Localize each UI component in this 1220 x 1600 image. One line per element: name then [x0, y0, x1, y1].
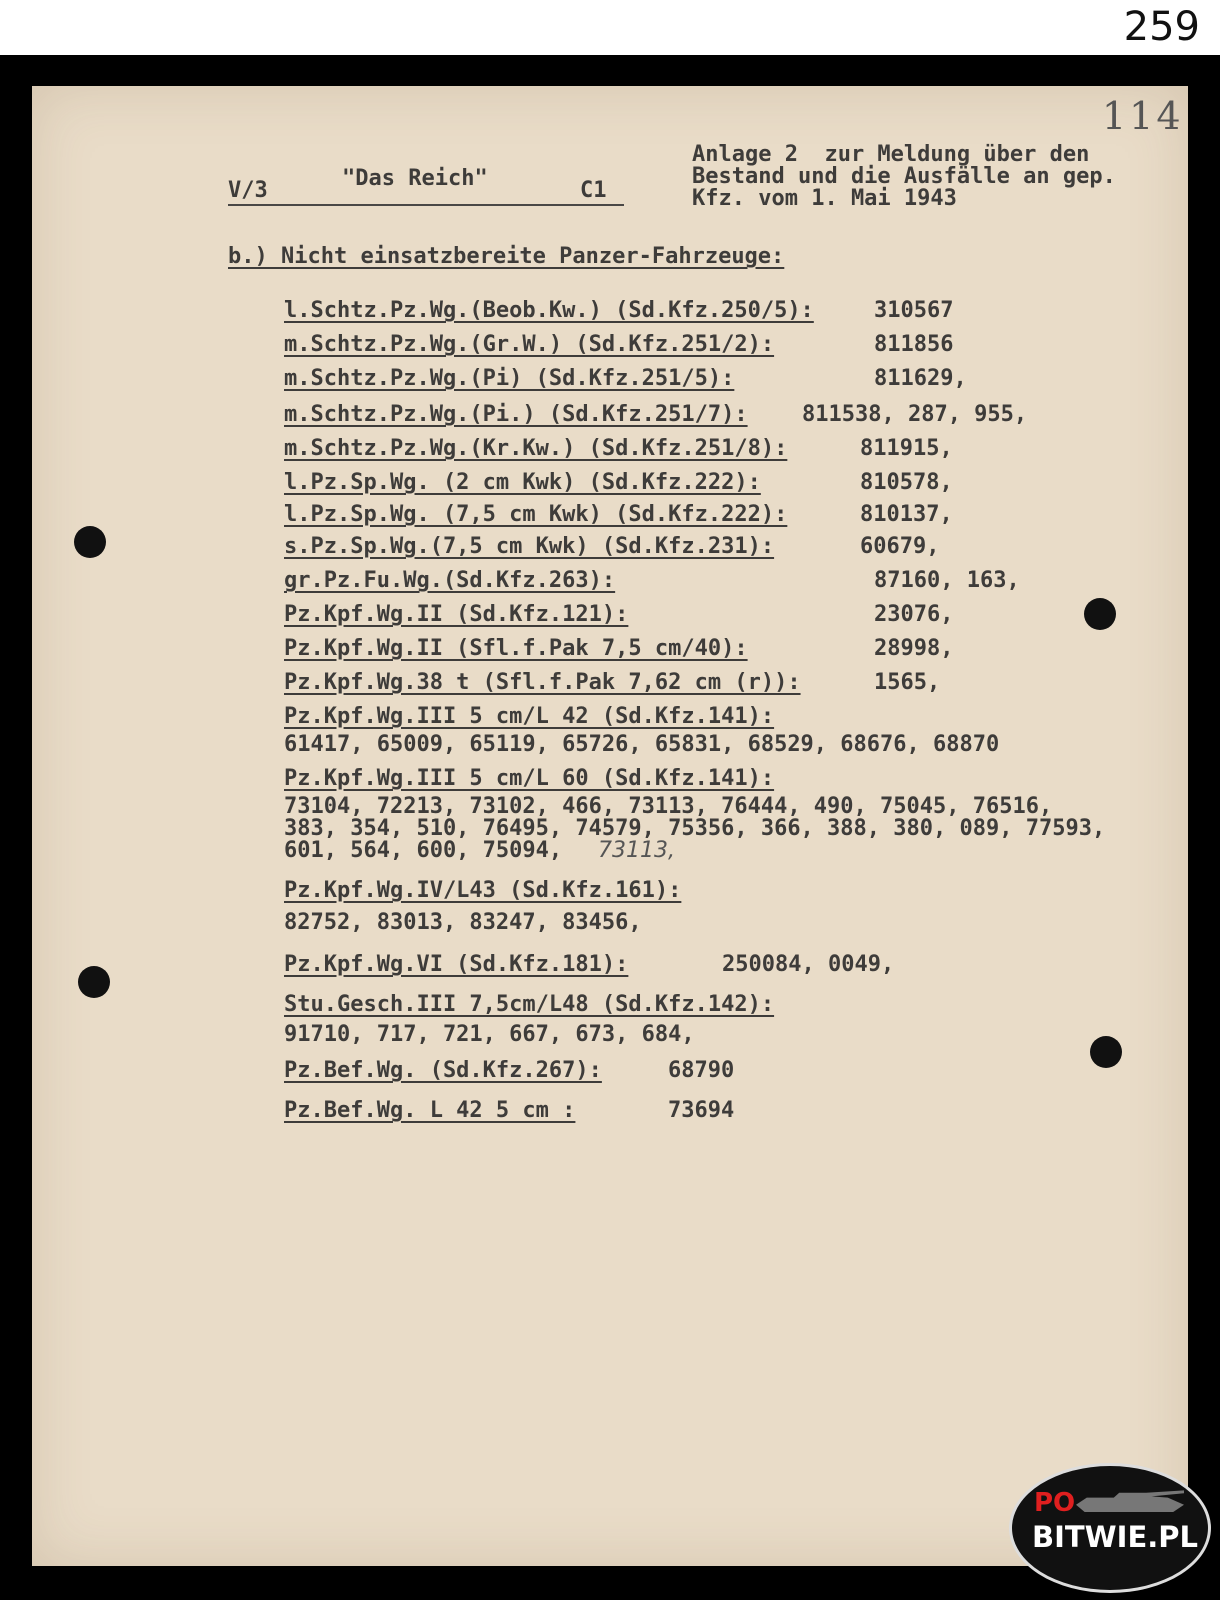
vehicle-name: l.Pz.Sp.Wg. (2 cm Kwk) (Sd.Kfz.222):	[284, 470, 761, 495]
header-annex-line-1: Anlage 2 zur Meldung über den	[692, 142, 1090, 167]
vehicle-numbers: 91710, 717, 721, 667, 673, 684,	[284, 1022, 695, 1047]
handwritten-annotation: 73113,	[598, 838, 675, 863]
vehicle-name: Pz.Kpf.Wg.VI (Sd.Kfz.181):	[284, 952, 629, 977]
section-heading: b.) Nicht einsatzbereite Panzer-Fahrzeuge:	[228, 244, 785, 269]
vehicle-name: Pz.Kpf.Wg.II (Sfl.f.Pak 7,5 cm/40):	[284, 636, 748, 661]
vehicle-name: Pz.Kpf.Wg.38 t (Sfl.f.Pak 7,62 cm (r)):	[284, 670, 801, 695]
logo-text-bitwie: BITWIE.PL	[1032, 1520, 1199, 1554]
vehicle-name: l.Schtz.Pz.Wg.(Beob.Kw.) (Sd.Kfz.250/5):	[284, 298, 814, 323]
vehicle-numbers: 310567	[874, 298, 954, 323]
vehicle-numbers: 811915,	[860, 436, 953, 461]
vehicle-name: l.Pz.Sp.Wg. (7,5 cm Kwk) (Sd.Kfz.222):	[284, 502, 788, 527]
vehicle-name: m.Schtz.Pz.Wg.(Pi) (Sd.Kfz.251/5):	[284, 366, 735, 391]
logo-text-po: PO	[1034, 1488, 1076, 1518]
vehicle-numbers: 811538, 287, 955,	[802, 402, 1028, 427]
header-left-code: V/3	[228, 178, 268, 203]
vehicle-numbers: 61417, 65009, 65119, 65726, 65831, 68529, 68676, 68870	[284, 732, 1000, 757]
vehicle-numbers: 811629,	[874, 366, 967, 391]
vehicle-name: gr.Pz.Fu.Wg.(Sd.Kfz.263):	[284, 568, 616, 593]
vehicle-numbers: 73694	[668, 1098, 735, 1123]
vehicle-name: Pz.Kpf.Wg.II (Sd.Kfz.121):	[284, 602, 629, 627]
vehicle-name: Pz.Kpf.Wg.III 5 cm/L 60 (Sd.Kfz.141):	[284, 766, 775, 791]
header-underline	[228, 204, 624, 206]
vehicle-numbers: 23076,	[874, 602, 954, 627]
vehicle-numbers: 60679,	[860, 534, 940, 559]
vehicle-name: Pz.Bef.Wg. (Sd.Kfz.267):	[284, 1058, 602, 1083]
vehicle-numbers: 73104, 72213, 73102, 466, 73113, 76444, 490, 75045, 76516,	[284, 794, 1053, 819]
vehicle-name: m.Schtz.Pz.Wg.(Pi.) (Sd.Kfz.251/7):	[284, 402, 748, 427]
vehicle-numbers: 28998,	[874, 636, 954, 661]
vehicle-numbers: 82752, 83013, 83247, 83456,	[284, 910, 642, 935]
vehicle-numbers: 383, 354, 510, 76495, 74579, 75356, 366, 388, 380, 089, 77593,	[284, 816, 1106, 841]
vehicle-numbers: 1565,	[874, 670, 941, 695]
vehicle-name: Pz.Kpf.Wg.IV/L43 (Sd.Kfz.161):	[284, 878, 682, 903]
vehicle-numbers: 68790	[668, 1058, 735, 1083]
document-page	[32, 86, 1188, 1566]
vehicle-numbers: 601, 564, 600, 75094,	[284, 838, 563, 863]
punch-hole	[78, 966, 110, 998]
punch-hole	[1084, 598, 1116, 630]
vehicle-numbers: 811856	[874, 332, 954, 357]
header-annex-line-2: Bestand und die Ausfälle an gep.	[692, 164, 1116, 189]
watermark-logo	[1009, 1463, 1211, 1593]
scan-page-number: 259	[1123, 4, 1200, 50]
punch-hole	[74, 526, 106, 558]
header-annex-line-3: Kfz. vom 1. Mai 1943	[692, 186, 957, 211]
vehicle-numbers: 250084, 0049,	[722, 952, 895, 977]
vehicle-numbers: 810578,	[860, 470, 953, 495]
vehicle-name: s.Pz.Sp.Wg.(7,5 cm Kwk) (Sd.Kfz.231):	[284, 534, 775, 559]
vehicle-numbers: 87160, 163,	[874, 568, 1020, 593]
vehicle-name: m.Schtz.Pz.Wg.(Kr.Kw.) (Sd.Kfz.251/8):	[284, 436, 788, 461]
vehicle-numbers: 810137,	[860, 502, 953, 527]
vehicle-name: Stu.Gesch.III 7,5cm/L48 (Sd.Kfz.142):	[284, 992, 775, 1017]
vehicle-name: Pz.Kpf.Wg.III 5 cm/L 42 (Sd.Kfz.141):	[284, 704, 775, 729]
vehicle-name: Pz.Bef.Wg. L 42 5 cm :	[284, 1098, 576, 1123]
vehicle-name: m.Schtz.Pz.Wg.(Gr.W.) (Sd.Kfz.251/2):	[284, 332, 775, 357]
top-margin-bar	[0, 0, 1220, 55]
tank-icon	[1076, 1488, 1184, 1512]
header-division-name: "Das Reich"	[342, 166, 488, 191]
punch-hole	[1090, 1036, 1122, 1068]
header-dept-code: C1	[580, 178, 607, 203]
document-page-number: 114	[1102, 94, 1184, 138]
